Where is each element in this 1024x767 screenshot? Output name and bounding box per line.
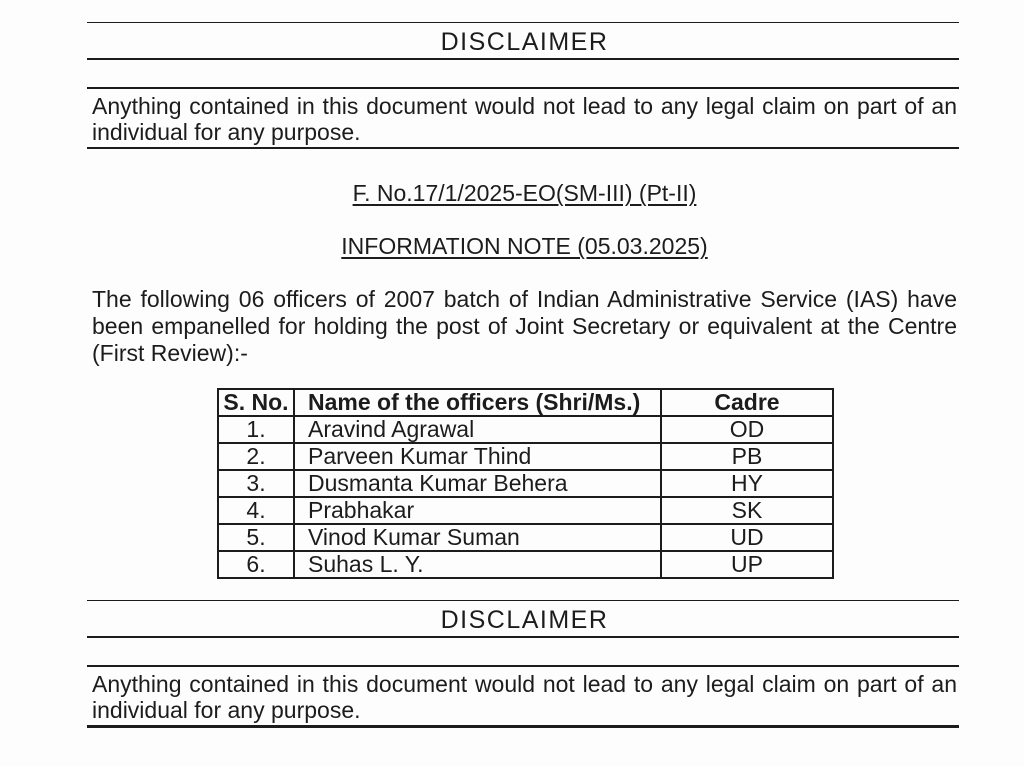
cell-officer-name: Parveen Kumar Thind [294,443,661,470]
cell-serial: 1. [218,416,294,443]
cell-cadre: UP [661,551,833,578]
intro-paragraph: The following 06 officers of 2007 batch of Indian Administrative Service (IAS) have been empanelled for holding the post of Joint Secretary or equivalent at the Centre (First Review):- [92,286,957,366]
header-cadre: Cadre [661,389,833,416]
table-row [218,416,833,443]
horizontal-rule [87,636,959,638]
disclaimer-text: Anything contained in this document would not lead to any legal claim on part of an individual for any purpose. [92,93,957,145]
cell-cadre: PB [661,443,833,470]
file-number-heading: F. No.17/1/2025-EO(SM-III) (Pt-II) [352,180,697,206]
cell-serial: 3. [218,470,294,497]
cell-officer-name: Prabhakar [294,497,661,524]
header-officer-name: Name of the officers (Shri/Ms.) [294,389,661,416]
information-note-heading: INFORMATION NOTE (05.03.2025) [341,233,708,259]
table-row [218,470,833,497]
cell-cadre: SK [661,497,833,524]
cell-cadre: HY [661,470,833,497]
horizontal-rule [87,22,959,23]
document-page [0,22,1024,767]
cell-serial: 5. [218,524,294,551]
officers-table [217,388,834,579]
table-row [218,497,833,524]
cell-officer-name: Suhas L. Y. [294,551,661,578]
horizontal-rule [87,600,959,601]
cell-serial: 2. [218,443,294,470]
cell-officer-name: Dusmanta Kumar Behera [294,470,661,497]
disclaimer-block-top [92,22,957,149]
horizontal-rule [87,58,959,60]
table-row [218,443,833,470]
cell-cadre: UD [661,524,833,551]
horizontal-rule [87,147,959,149]
horizontal-rule [87,725,959,728]
table-row [218,524,833,551]
disclaimer-title: DISCLAIMER [440,28,609,56]
horizontal-rule [87,665,959,667]
cell-serial: 4. [218,497,294,524]
cell-serial: 6. [218,551,294,578]
disclaimer-text: Anything contained in this document would not lead to any legal claim on part of an individual for any purpose. [92,671,957,723]
disclaimer-block-bottom [92,600,957,728]
header-serial-number: S. No. [218,389,294,416]
disclaimer-title: DISCLAIMER [440,606,609,634]
horizontal-rule [87,87,959,89]
cell-officer-name: Vinod Kumar Suman [294,524,661,551]
table-row [218,551,833,578]
cell-cadre: OD [661,416,833,443]
table-header-row [218,389,833,416]
cell-officer-name: Aravind Agrawal [294,416,661,443]
